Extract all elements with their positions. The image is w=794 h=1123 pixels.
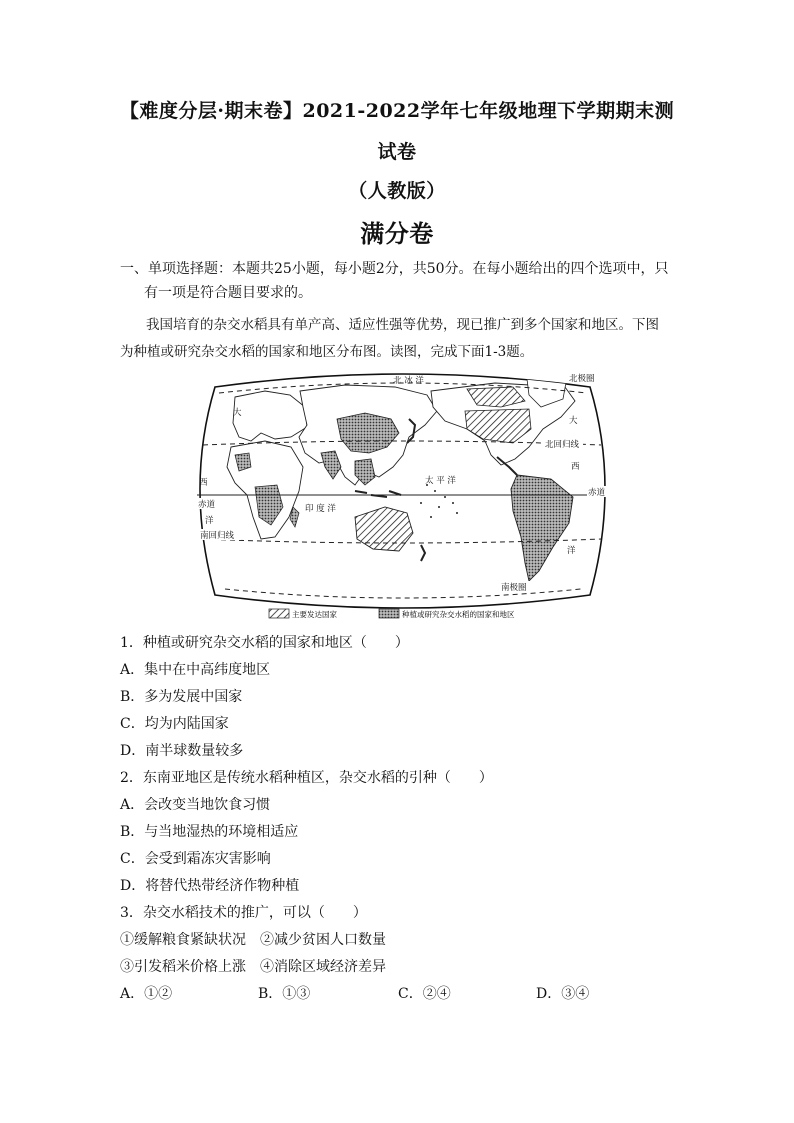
map-legend [269, 609, 515, 619]
legend-swatch-hybrid [379, 609, 399, 618]
question-3-option-d[interactable]: D．③④ [536, 986, 590, 1002]
question-2-option-c[interactable]: C．会受到霜冻灾害影响 [120, 851, 271, 867]
label-tropic-of-capricorn: 南回归线 [200, 531, 235, 541]
question-2-option-d[interactable]: D．将替代热带经济作物种植 [120, 878, 300, 894]
question-3-statements-3-4: ③引发稻米价格上涨 ④消除区域经济差异 [120, 959, 386, 975]
question-intro-line1: 我国培育的杂交水稻具有单产高、适应性强等优势，现已推广到多个国家和地区。下图 [146, 317, 659, 333]
label-arctic-ocean: 北 冰 洋 [393, 376, 424, 386]
label-indian-ocean: 印 度 洋 [305, 504, 336, 514]
question-2-stem: 2．东南亚地区是传统水稻种植区，杂交水稻的引种（ ） [120, 770, 493, 786]
label-atlantic-xi-left: 西 [199, 478, 208, 488]
label-atlantic-da-right: 大 [569, 416, 578, 426]
section-instructions [120, 257, 680, 305]
legend-hybrid-label: 种植或研究杂交水稻的国家和地区 [402, 610, 515, 619]
label-pacific-ocean: 太 平 洋 [425, 476, 456, 486]
exam-edition: （人教版） [348, 180, 446, 202]
label-tropic-of-cancer: 北回归线 [545, 440, 580, 450]
question-3-stem: 3．杂交水稻技术的推广，可以（ ） [120, 905, 367, 921]
exam-title-line2: 试卷 [377, 141, 417, 163]
label-equator-right: 赤道 [588, 488, 606, 498]
label-atlantic-xi-right: 西 [571, 462, 580, 472]
legend-developed-label: 主要发达国家 [292, 610, 337, 619]
exam-title-line1: 【难度分层·期末卷】2021-2022学年七年级地理下学期期末测 [119, 100, 675, 122]
world-map-figure [195, 367, 610, 625]
label-atlantic-yang-right: 洋 [567, 546, 576, 556]
question-intro-line2: 为种植或研究杂交水稻的国家和地区分布图。读图，完成下面1-3题。 [120, 344, 534, 360]
exam-paper-name: 满分卷 [360, 219, 434, 248]
question-1-option-d[interactable]: D．南半球数量较多 [120, 743, 244, 759]
label-equator-left: 赤道 [198, 500, 216, 510]
label-antarctic-circle: 南极圈 [501, 583, 527, 593]
question-2-option-b[interactable]: B．与当地湿热的环境相适应 [120, 824, 299, 840]
label-arctic-circle: 北极圈 [569, 374, 595, 384]
section-instructions-line2: 有一项是符合题目要求的。 [144, 285, 312, 301]
legend-swatch-developed [269, 609, 289, 618]
label-atlantic-da-left: 大 [233, 408, 242, 418]
question-3-option-a[interactable]: A．①② [120, 986, 173, 1002]
question-3-option-b[interactable]: B．①③ [258, 986, 311, 1002]
question-2-option-a[interactable]: A．会改变当地饮食习惯 [120, 797, 271, 813]
question-3-statements-1-2: ①缓解粮食紧缺状况 ②减少贫困人口数量 [120, 932, 386, 948]
question-1-stem: 1．种植或研究杂交水稻的国家和地区（ ） [120, 635, 409, 651]
question-1-option-c[interactable]: C．均为内陆国家 [120, 716, 229, 732]
question-1-option-b[interactable]: B．多为发展中国家 [120, 689, 243, 705]
section-instructions-line1: 一、单项选择题：本题共25小题，每小题2分，共50分。在每小题给出的四个选项中，只 [120, 261, 669, 277]
question-3-option-c[interactable]: C．②④ [398, 986, 451, 1002]
question-1-option-a[interactable]: A．集中在中高纬度地区 [120, 662, 271, 678]
question-intro [120, 312, 685, 366]
label-atlantic-yang-left: 洋 [205, 516, 214, 526]
